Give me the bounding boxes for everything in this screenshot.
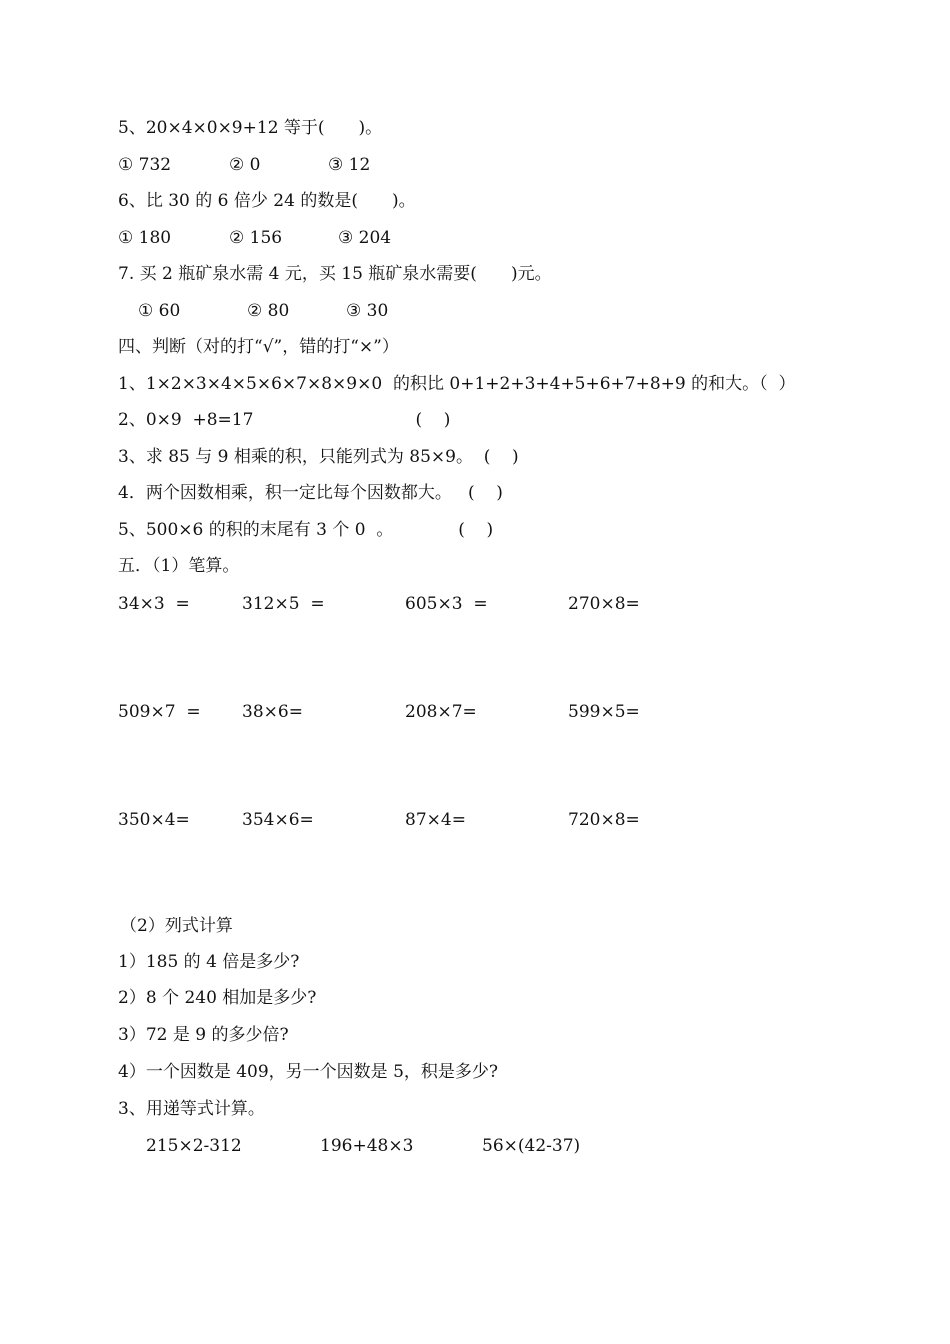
q7-option-2: ② 80 (247, 301, 290, 321)
question-5: 5、20×4×0×9+12 等于( )。 (118, 118, 383, 138)
judge-item-5: 5、500×6 的积的末尾有 3 个 0 。 ( ) (118, 520, 494, 540)
calc-r1c4: 270×8= (568, 594, 640, 614)
q7-option-1: ① 60 (138, 301, 181, 321)
section-5-heading: 五．（1）笔算。 (118, 556, 240, 576)
judge-item-3: 3、求 85 与 9 相乘的积，只能列式为 85×9。 ( ) (118, 447, 519, 467)
word-problem-3: 3）72 是 9 的多少倍? (118, 1025, 289, 1045)
question-7: 7. 买 2 瓶矿泉水需 4 元，买 15 瓶矿泉水需要( )元。 (118, 264, 552, 284)
judge-item-2: 2、0×9 +8=17 ( ) (118, 410, 451, 430)
calc-r3c2: 354×6= (242, 810, 314, 830)
calc-r2c1: 509×7 = (118, 702, 201, 722)
calc-r1c3: 605×3 = (405, 594, 488, 614)
calc-r3c4: 720×8= (568, 810, 640, 830)
q5-option-1: ① 732 (118, 155, 172, 175)
calc-r1c2: 312×5 = (242, 594, 325, 614)
q6-option-1: ① 180 (118, 228, 172, 248)
part-3-heading: 3、用递等式计算。 (118, 1099, 265, 1119)
calc-r2c4: 599×5= (568, 702, 640, 722)
calc-r3c3: 87×4= (405, 810, 466, 830)
calc-r2c2: 38×6= (242, 702, 303, 722)
word-problem-1: 1）185 的 4 倍是多少? (118, 952, 300, 972)
question-6: 6、比 30 的 6 倍少 24 的数是( )。 (118, 191, 416, 211)
q7-option-3: ③ 30 (346, 301, 389, 321)
q6-option-2: ② 156 (229, 228, 283, 248)
word-problem-2: 2）8 个 240 相加是多少? (118, 988, 317, 1008)
q5-option-3: ③ 12 (328, 155, 371, 175)
word-problem-4: 4）一个因数是 409，另一个因数是 5，积是多少? (118, 1062, 499, 1082)
stepwise-calc-3: 56×(42-37) (482, 1136, 581, 1156)
judge-item-4: 4．两个因数相乘，积一定比每个因数都大。 ( ) (118, 483, 503, 503)
calc-r2c3: 208×7= (405, 702, 477, 722)
section-4-heading: 四、判断（对的打“√”，错的打“×”） (118, 337, 399, 357)
part-2-heading: （2）列式计算 (120, 916, 233, 936)
stepwise-calc-1: 215×2-312 (146, 1136, 242, 1156)
judge-item-1: 1、1×2×3×4×5×6×7×8×9×0 的积比 0+1+2+3+4+5+6+7+8+9 的和大。（ ） (118, 374, 796, 394)
q6-option-3: ③ 204 (338, 228, 392, 248)
calc-r3c1: 350×4= (118, 810, 190, 830)
q5-option-2: ② 0 (229, 155, 261, 175)
stepwise-calc-2: 196+48×3 (320, 1136, 414, 1156)
calc-r1c1: 34×3 = (118, 594, 190, 614)
